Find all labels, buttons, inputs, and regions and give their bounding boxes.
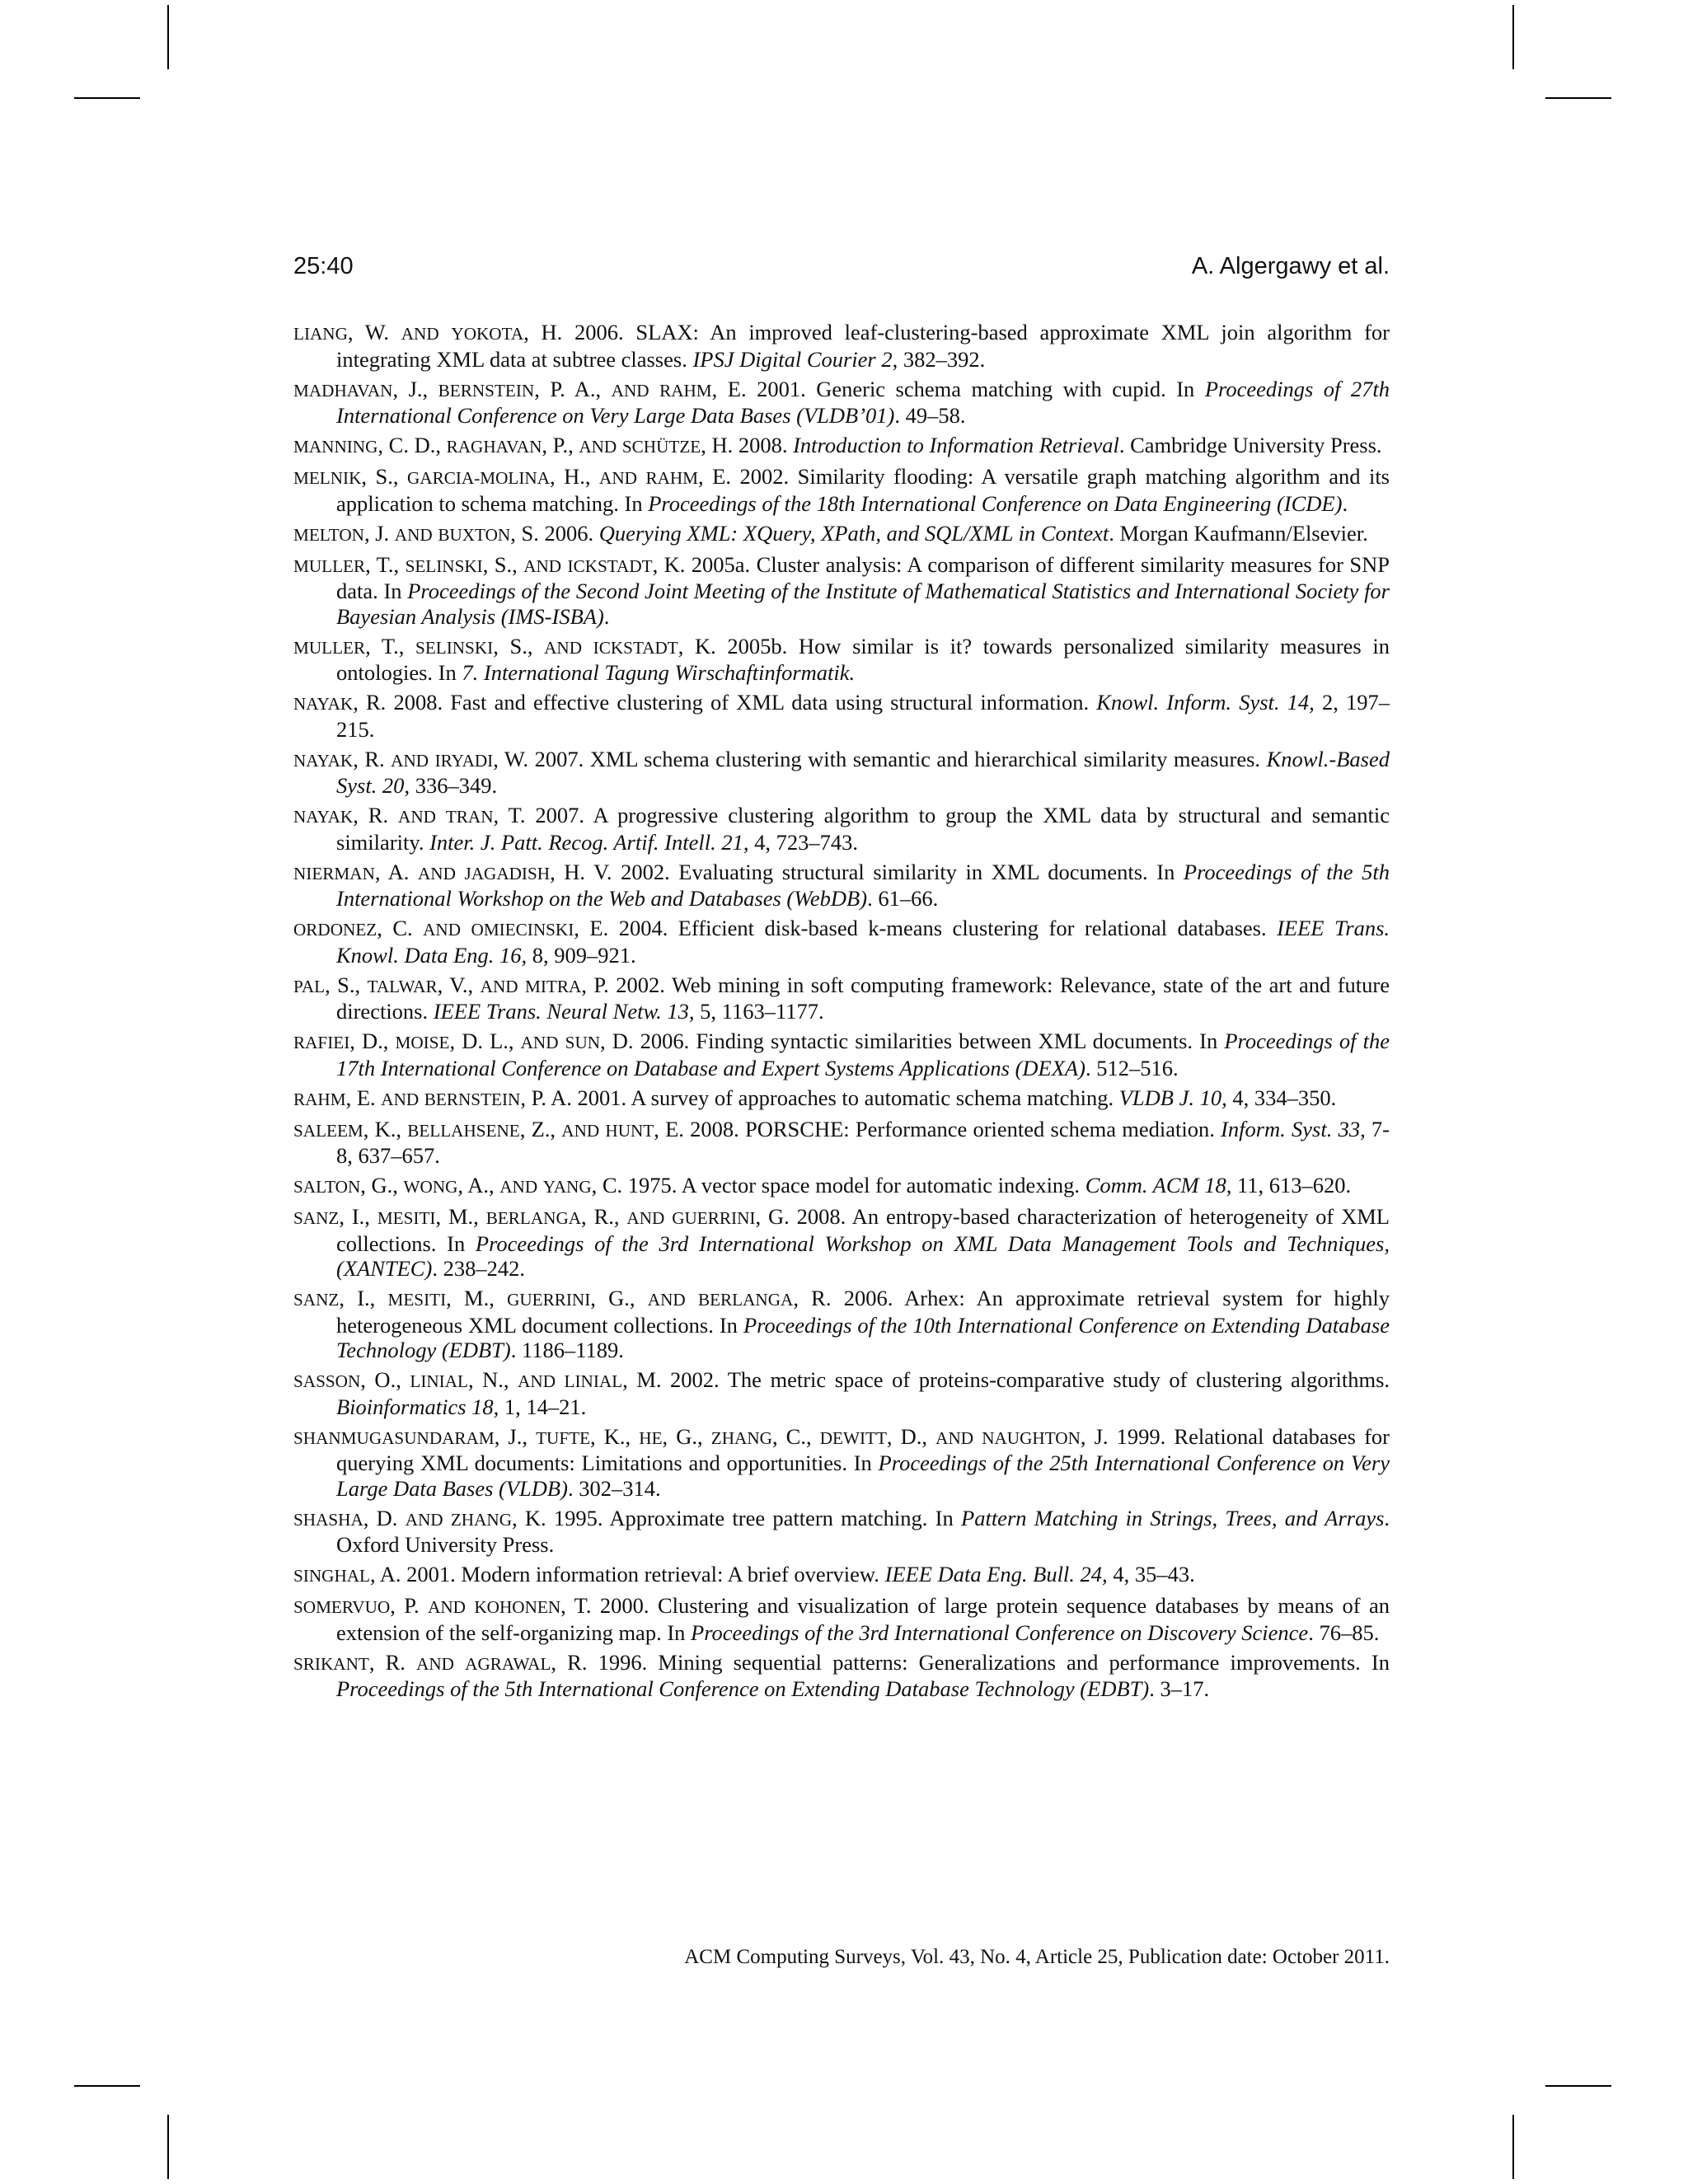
reference-author: SCHÜTZE	[621, 437, 701, 457]
reference-author: TALWAR	[367, 976, 438, 996]
reference-author: BUXTON	[438, 524, 511, 545]
reference-text: . 1186–1189.	[510, 1338, 624, 1362]
reference-author: AND	[398, 807, 436, 827]
reference-author: BERNSTEIN	[438, 380, 535, 401]
reference-entry	[293, 1506, 1390, 1558]
reference-author: AND	[626, 1208, 665, 1228]
reference-author: AND	[391, 750, 429, 771]
reference-author: SOMERVUO	[293, 1597, 391, 1617]
crop-mark-top-left	[167, 5, 169, 69]
reference-author: ICKSTADT	[593, 637, 678, 658]
reference-text	[686, 1286, 698, 1310]
reference-venue: Proceedings of the 3rd International Conference on Discovery Science	[691, 1619, 1309, 1645]
crop-mark-top-left-horizontal	[74, 97, 140, 99]
reference-venue: IPSJ Digital Courier 2	[692, 346, 893, 372]
reference-text	[556, 1367, 565, 1392]
reference-text	[461, 916, 471, 940]
reference-text: . 302–314.	[567, 1475, 661, 1501]
reference-text: , P.,	[542, 433, 579, 457]
reference-text	[456, 860, 465, 884]
reference-text: 4, 35–43.	[1107, 1562, 1195, 1586]
reference-text: , A.	[374, 859, 418, 884]
reference-text: , P. A. 2001. A survey of approaches to automatic schema matching.	[520, 1085, 1119, 1110]
reference-text: 4, 334–350.	[1226, 1085, 1337, 1110]
reference-author: MESITI	[387, 1290, 447, 1310]
reference-author: ORDONEZ	[293, 920, 377, 940]
reference-author: NAYAK	[293, 750, 354, 771]
reference-text: , T. 2000. Clustering and visualization of large protein sequence databases by means of an extension of the self-organizing map. In	[336, 1593, 1390, 1645]
reference-venue: Knowl.-Based Syst. 20	[336, 746, 1390, 798]
reference-text: . 238–242.	[432, 1256, 525, 1281]
reference-venue: Proceedings of the Second Joint Meeting of the Institute of Mathematical Statistics and International Society for Bayesian Analysis (IMS-ISBA)	[336, 579, 1390, 629]
reference-text: 8, 909–921.	[527, 942, 636, 968]
reference-author: SINGHAL	[293, 1566, 370, 1586]
reference-author: RAGHAVAN	[446, 437, 542, 457]
reference-author: HUNT	[605, 1120, 654, 1141]
reference-text: , M. 2002. The metric space of proteins-comparative study of clustering algorithms.	[622, 1367, 1390, 1392]
reference-author: AND	[416, 1653, 454, 1674]
reference-author: AGRAWAL	[465, 1653, 551, 1674]
reference-text: , R. 2008. Fast and effective clustering of XML data using structural information.	[353, 690, 1097, 715]
reference-text: , P.	[390, 1593, 429, 1618]
reference-author: GARCIA-MOLINA	[407, 468, 551, 488]
reference-author: NAYAK	[293, 807, 354, 827]
reference-text	[419, 1085, 424, 1110]
reference-text	[454, 1650, 465, 1675]
reference-author: MITRA	[525, 976, 582, 996]
reference-venue: Proceedings of the 5th International Conference on Extending Database Technology (EDBT)	[336, 1676, 1150, 1701]
reference-author: ZHANG	[710, 1427, 772, 1448]
reference-author: YOKOTA	[451, 324, 524, 344]
reference-author: OMIECINSKI	[471, 920, 574, 940]
reference-text	[439, 320, 452, 344]
reference-text: , M.,	[446, 1286, 508, 1310]
reference-venue: Proceedings of the 5th International Workshop on the Web and Databases (WebDB)	[336, 859, 1390, 911]
reference-text: . Oxford University Press.	[336, 1505, 1390, 1557]
reference-text: , S.,	[361, 464, 407, 489]
reference-text: , R.	[353, 803, 399, 827]
reference-author: RAHM	[293, 1089, 346, 1109]
reference-author: HE	[639, 1427, 663, 1448]
reference-text: , 382–392.	[892, 346, 986, 372]
running-header	[293, 253, 1390, 286]
reference-text: , T. 2007. A progressive clustering algorithm to group the XML data by structural and semantic similarity.	[336, 803, 1390, 855]
reference-author: AND	[417, 863, 456, 883]
reference-venue: IEEE Trans. Knowl. Data Eng. 16,	[336, 916, 1390, 968]
reference-text: , G.,	[590, 1286, 648, 1310]
reference-author: NIERMAN	[293, 863, 375, 883]
reference-text: , D.,	[349, 1029, 396, 1053]
reference-entry	[293, 1286, 1390, 1363]
reference-author: SELINSKI	[405, 555, 483, 576]
page-number: 25:40	[293, 253, 354, 279]
reference-text	[466, 1593, 474, 1618]
reference-author: AND	[611, 380, 649, 401]
reference-author: AND	[579, 437, 617, 457]
reference-text: , Z.,	[519, 1116, 562, 1141]
reference-text: , J. 1999. Relational databases for querying XML documents: Limitations and opportunities. In	[336, 1423, 1390, 1475]
reference-text: , H.,	[550, 464, 600, 489]
reference-text: , W. 2007. XML schema clustering with semantic and hierarchical similarity measures.	[493, 746, 1267, 771]
reference-entry	[293, 464, 1390, 516]
reference-text: , M.,	[435, 1204, 486, 1229]
reference-entry	[293, 1562, 1390, 1589]
reference-text: .	[1342, 490, 1348, 516]
reference-text: , J.,	[392, 376, 438, 401]
reference-venue: Comm. ACM 18,	[1085, 1173, 1232, 1197]
reference-author: AND	[599, 468, 637, 488]
reference-venue: Proceedings of the 25th International Conference on Very Large Data Bases (VLDB)	[336, 1451, 1390, 1501]
reference-text: . Cambridge University Press.	[1118, 433, 1382, 457]
reference-author: ICKSTADT	[567, 555, 653, 576]
reference-text	[429, 747, 435, 771]
reference-text: , N.,	[467, 1367, 518, 1392]
reference-author: SUN	[565, 1033, 601, 1052]
reference-author: AND	[518, 1371, 556, 1391]
crop-mark-top-right-horizontal	[1545, 97, 1611, 99]
reference-venue: Inter. J. Patt. Recog. Artif. Intell. 21,	[429, 829, 749, 855]
reference-text: , G.,	[360, 1173, 404, 1197]
reference-venue: Introduction to Information Retrieval	[793, 433, 1119, 457]
reference-text: , J.	[363, 520, 395, 546]
reference-entry	[293, 320, 1390, 372]
reference-text: 1, 14–21.	[499, 1394, 587, 1419]
reference-text: , S.,	[325, 972, 368, 997]
reference-text	[518, 972, 525, 997]
reference-entry	[293, 803, 1390, 855]
journal-footer: ACM Computing Surveys, Vol. 43, No. 4, Article 25, Publication date: October 2011.	[684, 1946, 1390, 1968]
reference-author: AND	[480, 976, 518, 996]
reference-entry	[293, 747, 1390, 799]
reference-venue: VLDB J. 10,	[1118, 1085, 1227, 1110]
reference-author: GUERRINI	[507, 1290, 591, 1310]
reference-text: , K.,	[363, 1116, 408, 1141]
reference-venue: Querying XML: XQuery, XPath, and SQL/XML in Context	[598, 520, 1109, 546]
reference-text: . 76–85.	[1308, 1619, 1380, 1645]
reference-text: , D. 2006. Finding syntactic similarities between XML documents. In	[600, 1029, 1225, 1053]
reference-author: TUFTE	[536, 1427, 591, 1448]
reference-text: , T.,	[365, 551, 406, 577]
reference-author: SALTON	[293, 1177, 361, 1197]
reference-entry	[293, 377, 1390, 429]
reference-text: , K. 2005b. How similar is it? towards personalized similarity measures in ontologies. In	[336, 633, 1390, 685]
reference-text: , R. 2006. Arhex: An approximate retrieval system for highly heterogeneous XML document collections. In	[336, 1286, 1390, 1338]
reference-text: , E. 2002. Similarity flooding: A versatile graph matching algorithm and its application to schema matching. In	[336, 464, 1390, 516]
reference-author: IRYADI	[434, 750, 494, 771]
reference-author: AND	[520, 1033, 559, 1052]
reference-text: , A. 2001. Modern information retrieval: A brief overview.	[370, 1562, 885, 1586]
reference-text	[559, 1029, 565, 1053]
reference-text: , C. 1975. A vector space model for automatic indexing.	[591, 1173, 1085, 1197]
reference-author: AND	[647, 1290, 686, 1310]
reference-author: KOHONEN	[474, 1597, 561, 1617]
reference-author: BERLANGA	[485, 1208, 582, 1228]
reference-text: , W.	[347, 320, 401, 344]
reference-text: . 512–516.	[1085, 1055, 1179, 1080]
reference-author: JAGADISH	[464, 863, 551, 883]
reference-author: GUERRINI	[672, 1208, 756, 1228]
reference-text: , S. 2006.	[510, 520, 599, 546]
reference-text	[637, 464, 646, 489]
reference-venue: Inform. Syst. 33,	[1221, 1116, 1366, 1141]
reference-venue: Proceedings of the 18th International Conference on Data Engineering (ICDE)	[648, 490, 1343, 516]
reference-author: MELNIK	[293, 468, 362, 488]
crop-mark-bottom-left-horizontal	[74, 2085, 140, 2087]
reference-entry	[293, 1424, 1390, 1502]
reference-text: , R.	[353, 746, 392, 771]
reference-text: , E. 2001. Generic schema matching with cupid. In	[711, 376, 1205, 401]
reference-author: LINIAL	[410, 1371, 468, 1391]
reference-text: , T.,	[365, 633, 416, 658]
reference-venue: Proceedings of the 10th International Conference on Extending Database Technology (EDBT)	[336, 1312, 1390, 1362]
reference-author: NAUGHTON	[982, 1427, 1081, 1448]
reference-text: , R.	[368, 1649, 417, 1675]
reference-author: MULLER	[293, 637, 366, 658]
reference-text	[537, 1173, 543, 1197]
reference-author: AND	[544, 637, 583, 658]
reference-author: RAHM	[659, 380, 712, 401]
reference-entry	[293, 916, 1390, 968]
reference-text: , J.,	[494, 1423, 537, 1449]
reference-text	[582, 634, 593, 658]
reference-author: AND	[381, 1089, 420, 1109]
reference-text: , R. 1996. Mining sequential patterns: Generalizations and performance improvements. In	[551, 1649, 1390, 1675]
reference-venue: 7. International Tagung Wirschaftinformatik.	[462, 660, 856, 685]
reference-author: AND	[401, 324, 439, 344]
reference-text: , H. V. 2002. Evaluating structural similarity in XML documents. In	[550, 859, 1184, 884]
reference-author: BELLAHSENE	[407, 1120, 520, 1141]
reference-text: 11, 613–620.	[1231, 1173, 1352, 1197]
reference-text: , D. L.,	[449, 1029, 521, 1053]
reference-text	[649, 377, 660, 401]
reference-author: MOISE	[395, 1033, 450, 1052]
reference-author: SELINSKI	[415, 637, 494, 658]
reference-text: , K. 2005a. Cluster analysis: A comparison of different similarity measures for SNP data. In	[336, 551, 1390, 603]
reference-text: , A.,	[457, 1173, 500, 1197]
reference-author: MULLER	[293, 555, 366, 576]
reference-entry	[293, 972, 1390, 1024]
reference-entry	[293, 521, 1390, 548]
reference-text	[973, 1424, 982, 1449]
reference-entry	[293, 1204, 1390, 1282]
reference-author: ZHANG	[450, 1509, 513, 1530]
reference-text: , V.,	[437, 972, 481, 997]
reference-author: AND	[405, 1509, 443, 1530]
reference-text: , S.,	[482, 551, 524, 577]
reference-author: NAYAK	[293, 694, 354, 714]
crop-mark-bottom-right-horizontal	[1545, 2085, 1611, 2087]
reference-entry	[293, 690, 1390, 742]
reference-venue: Knowl. Inform. Syst. 14,	[1096, 690, 1315, 715]
reference-text	[664, 1204, 672, 1229]
reference-text: , K.,	[590, 1423, 640, 1449]
reference-author: MANNING	[293, 437, 378, 457]
reference-text: . Morgan Kaufmann/Elsevier.	[1109, 520, 1368, 546]
reference-text: , 336–349.	[404, 773, 498, 798]
reference-author: MESITI	[377, 1208, 436, 1228]
reference-author: LINIAL	[564, 1371, 623, 1391]
reference-author: BERLANGA	[697, 1290, 794, 1310]
reference-author: BERNSTEIN	[424, 1089, 521, 1109]
reference-list	[293, 320, 1390, 1706]
reference-entry	[293, 860, 1390, 912]
reference-text: , C.,	[771, 1423, 820, 1449]
reference-venue: Proceedings of the 17th International Conference on Database and Expert Systems Applications (DEXA)	[336, 1029, 1390, 1080]
reference-author: PAL	[293, 976, 326, 996]
reference-author: YANG	[542, 1177, 592, 1197]
reference-entry	[293, 1173, 1390, 1200]
reference-text	[436, 803, 446, 827]
reference-author: AND	[428, 1597, 466, 1617]
reference-text: , R.,	[581, 1204, 627, 1229]
reference-author: SANZ	[293, 1208, 340, 1228]
reference-venue: Proceedings of the 3rd International Workshop on XML Data Management Tools and Techniques, (XANTEC)	[336, 1230, 1390, 1281]
reference-text: . 61–66.	[867, 886, 939, 911]
reference-text	[561, 552, 567, 577]
crop-mark-bottom-left	[167, 2115, 169, 2179]
reference-author: SANZ	[293, 1290, 340, 1310]
reference-entry	[293, 1085, 1390, 1113]
reference-text: 4, 723–743.	[748, 829, 858, 855]
reference-author: AND	[499, 1177, 538, 1197]
reference-text: , I.,	[339, 1204, 377, 1229]
reference-text: , S.,	[493, 633, 545, 658]
reference-venue: Pattern Matching in Strings, Trees, and Arrays	[961, 1505, 1385, 1530]
crop-mark-top-right	[1512, 5, 1514, 69]
reference-text: , G.,	[662, 1423, 711, 1449]
reference-author: RAHM	[645, 468, 699, 488]
reference-author: MADHAVAN	[293, 380, 393, 401]
reference-text	[617, 433, 622, 457]
reference-text: , G. 2008. An entropy-based characterization of heterogeneity of XML collections. In	[336, 1204, 1390, 1256]
reference-author: AND	[561, 1120, 600, 1141]
reference-venue: IEEE Data Eng. Bull. 24,	[884, 1562, 1108, 1586]
reference-author: AND	[394, 524, 433, 545]
reference-author: AND	[935, 1427, 974, 1448]
reference-text	[443, 1506, 451, 1530]
reference-author: AND	[423, 920, 462, 940]
reference-author: WONG	[403, 1177, 458, 1197]
reference-entry	[293, 1117, 1390, 1169]
reference-text: , H. 2006. SLAX: An improved leaf-clustering-based approximate XML join algorithm for integrating XML data at subtree classes.	[336, 320, 1390, 372]
reference-author: SHANMUGASUNDARAM	[293, 1427, 495, 1448]
reference-text: . 49–58.	[894, 403, 966, 428]
running-header-authors: A. Algergawy et al.	[1191, 253, 1390, 279]
reference-entry	[293, 552, 1390, 630]
crop-mark-bottom-right	[1512, 2115, 1514, 2179]
reference-text: , C. D.,	[377, 433, 447, 457]
reference-entry	[293, 634, 1390, 686]
reference-text: , E.	[345, 1085, 382, 1110]
reference-venue: Bioinformatics 18,	[336, 1394, 499, 1419]
reference-text: , P. A.,	[534, 376, 612, 401]
reference-author: DEWITT	[819, 1427, 887, 1448]
reference-author: LIANG	[293, 324, 348, 344]
reference-text: . 3–17.	[1149, 1676, 1210, 1701]
reference-text: , I.,	[339, 1286, 388, 1310]
reference-author: SALEEM	[293, 1120, 363, 1141]
reference-text: , C.	[377, 916, 424, 940]
reference-author: SASSON	[293, 1371, 361, 1391]
reference-venue: Proceedings of 27th International Conference on Very Large Data Bases (VLDB’01)	[336, 376, 1390, 428]
reference-author: MELTON	[293, 524, 364, 545]
reference-entry	[293, 433, 1390, 460]
reference-author: RAFIEI	[293, 1033, 350, 1052]
reference-entry	[293, 1650, 1390, 1702]
reference-text: , O.,	[360, 1367, 410, 1392]
reference-text: , K. 1995. Approximate tree pattern matching. In	[512, 1505, 962, 1530]
reference-venue: IEEE Trans. Neural Netw. 13,	[433, 999, 695, 1024]
reference-text: , P. 2002. Web mining in soft computing framework: Relevance, state of the art and future directions.	[336, 972, 1390, 1024]
reference-text: , E. 2004. Efficient disk-based k-means clustering for relational databases.	[574, 916, 1278, 940]
reference-text: , H. 2008.	[701, 433, 794, 457]
reference-entry	[293, 1029, 1390, 1080]
reference-text: 7-8, 637–657.	[336, 1116, 1390, 1168]
reference-text: , E. 2008. PORSCHE: Performance oriented schema mediation.	[654, 1116, 1221, 1141]
reference-text: , D.	[363, 1505, 406, 1530]
reference-author: SRIKANT	[293, 1653, 369, 1674]
reference-text: , D.,	[886, 1423, 936, 1449]
reference-author: TRAN	[445, 807, 494, 827]
reference-entry	[293, 1367, 1390, 1419]
reference-entry	[293, 1593, 1390, 1645]
reference-author: AND	[523, 555, 562, 576]
reference-text: 5, 1163–1177.	[694, 999, 824, 1024]
reference-author: SHASHA	[293, 1509, 363, 1530]
reference-text: 2, 197–215.	[336, 690, 1390, 742]
reference-text: .	[603, 603, 610, 629]
